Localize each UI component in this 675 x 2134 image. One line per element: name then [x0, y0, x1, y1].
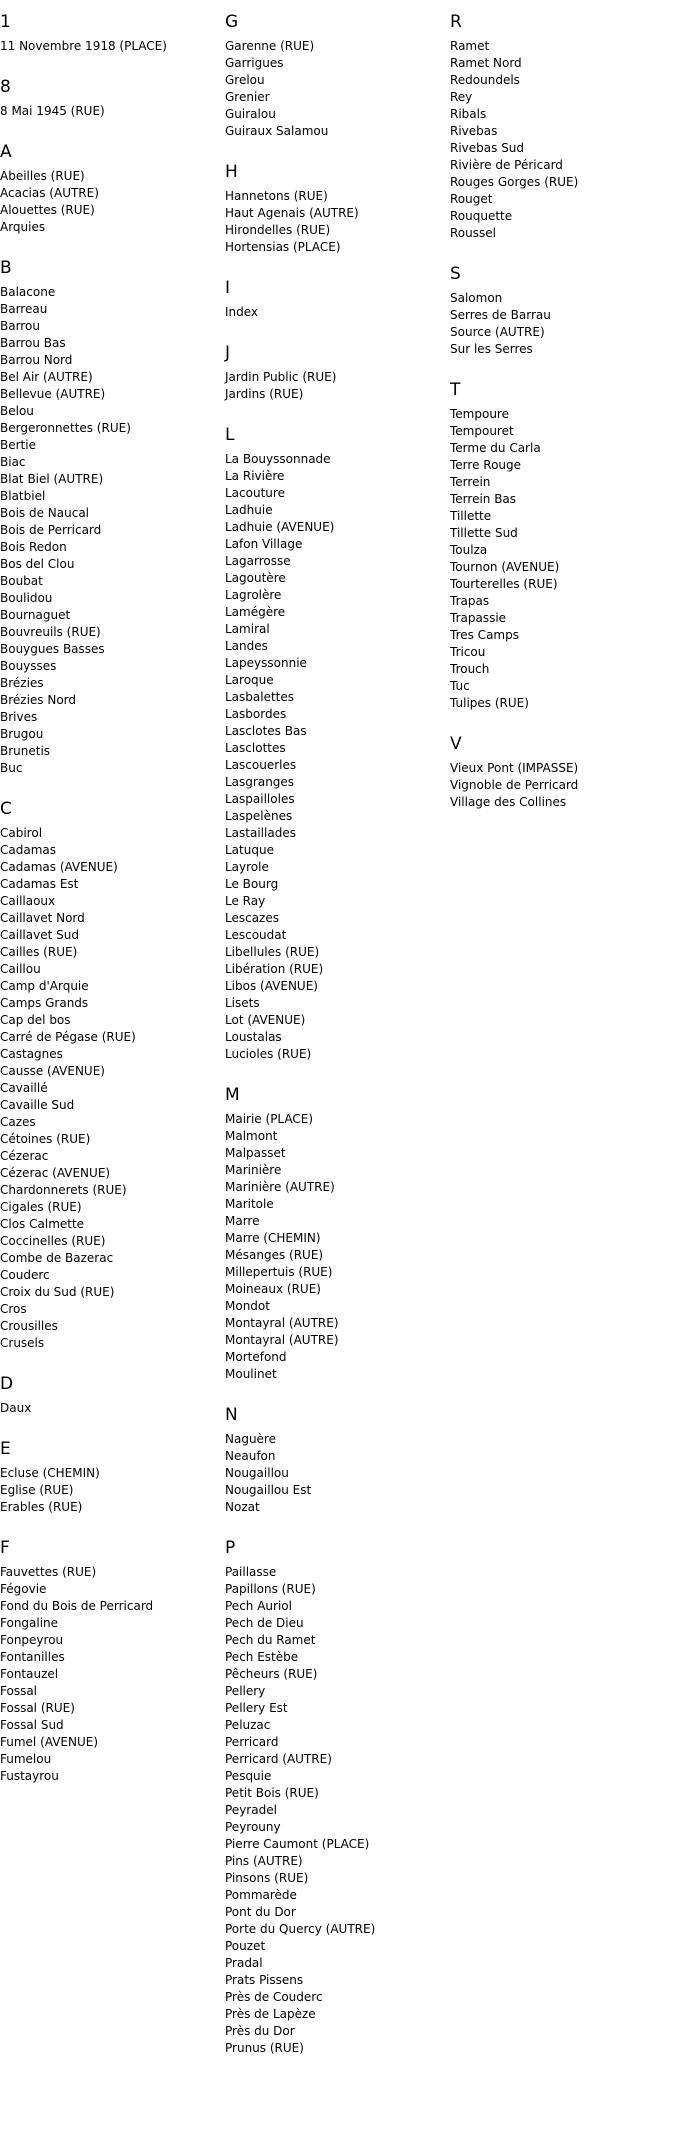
street-link[interactable]: Le Ray [225, 894, 266, 908]
letter-heading: V [450, 734, 462, 754]
street-link[interactable]: Croix du Sud (RUE) [0, 1285, 115, 1299]
street-link[interactable]: Hannetons (RUE) [225, 189, 328, 203]
street-link[interactable]: Blatbiel [0, 489, 46, 503]
street-link[interactable]: Camps Grands [0, 996, 89, 1010]
street-link[interactable]: Prats Pissens [225, 1973, 304, 1987]
letter-heading: B [0, 258, 12, 278]
street-link[interactable]: Chardonnerets (RUE) [0, 1183, 127, 1197]
letter-heading: R [450, 12, 462, 32]
street-link[interactable]: Ladhuie [225, 503, 273, 517]
street-link[interactable]: Nozat [225, 1500, 260, 1514]
street-link[interactable]: Marre [225, 1214, 260, 1228]
street-link[interactable]: Bouysses [0, 659, 57, 673]
street-link[interactable]: Fond du Bois de Perricard [0, 1599, 154, 1613]
street-link[interactable]: Marinière [225, 1163, 282, 1177]
street-link[interactable]: Bergeronnettes (RUE) [0, 421, 131, 435]
street-link[interactable]: Pêcheurs (RUE) [225, 1667, 318, 1681]
street-link[interactable]: Pradal [225, 1956, 263, 1970]
street-link[interactable]: Serres de Barrau [450, 308, 551, 322]
street-link[interactable]: Bos del Clou [0, 557, 75, 571]
letter-section [0, 1437, 220, 1516]
index-column-3 [450, 10, 670, 831]
street-link[interactable]: Près du Dor [225, 2024, 295, 2038]
street-link[interactable]: Lescazes [225, 911, 279, 925]
street-link[interactable]: Lagoutère [225, 571, 286, 585]
letter-heading: E [0, 1439, 11, 1459]
street-link[interactable]: Pins (AUTRE) [225, 1854, 303, 1868]
street-link[interactable]: Nougaillou [225, 1466, 289, 1480]
street-link[interactable]: Lasbalettes [225, 690, 295, 704]
street-list [0, 284, 220, 777]
letter-heading: H [225, 162, 238, 182]
street-link[interactable]: Bournaguet [0, 608, 71, 622]
street-link[interactable]: Crusels [0, 1336, 45, 1350]
street-list [225, 1564, 445, 2057]
street-link[interactable]: Tempoure [450, 407, 509, 421]
street-link[interactable]: Tuc [450, 679, 470, 693]
street-link[interactable]: Trouch [450, 662, 490, 676]
street-link[interactable]: Guiralou [225, 107, 276, 121]
street-link[interactable]: Village des Collines [450, 795, 567, 809]
street-link[interactable]: Biac [0, 455, 26, 469]
street-link[interactable]: Libellules (RUE) [225, 945, 320, 959]
letter-heading: P [225, 1538, 236, 1558]
street-link[interactable]: Rey [450, 90, 473, 104]
street-link[interactable]: Lascouerles [225, 758, 297, 772]
street-link[interactable]: Bouvreuils (RUE) [0, 625, 101, 639]
street-link[interactable]: Pierre Caumont (PLACE) [225, 1837, 370, 1851]
street-link[interactable]: Pommarède [225, 1888, 297, 1902]
letter-heading: G [225, 12, 239, 32]
street-link[interactable]: Bois de Naucal [0, 506, 90, 520]
street-link[interactable]: Terrein [450, 475, 491, 489]
street-link[interactable]: Abeilles (RUE) [0, 169, 85, 183]
street-link[interactable]: Caillou [0, 962, 41, 976]
street-link[interactable]: Lasclottes [225, 741, 286, 755]
street-link[interactable]: Guiraux Salamou [225, 124, 329, 138]
street-link[interactable]: Lescoudat [225, 928, 287, 942]
street-link[interactable]: Tres Camps [450, 628, 519, 642]
street-link[interactable]: Garrigues [225, 56, 284, 70]
street-link[interactable]: Couderc [0, 1268, 50, 1282]
street-link[interactable]: Garenne (RUE) [225, 39, 315, 53]
street-link[interactable]: Jardins (RUE) [225, 387, 304, 401]
street-link[interactable]: Fustayrou [0, 1769, 59, 1783]
street-link[interactable]: Fongaline [0, 1616, 59, 1630]
street-list [225, 1431, 445, 1516]
street-link[interactable]: Arquies [0, 220, 46, 234]
letter-section [0, 797, 220, 1352]
street-link[interactable]: Boubat [0, 574, 43, 588]
street-link[interactable]: Terrein Bas [450, 492, 517, 506]
street-link[interactable]: Lagarrosse [225, 554, 291, 568]
street-link[interactable]: Pellery [225, 1684, 266, 1698]
street-link[interactable]: Malpasset [225, 1146, 286, 1160]
letter-section [450, 732, 670, 811]
street-link[interactable]: Brunetis [0, 744, 51, 758]
street-link[interactable]: Bertie [0, 438, 36, 452]
street-link[interactable]: Tillette Sud [450, 526, 518, 540]
letter-section [225, 1536, 445, 2057]
street-link[interactable]: Marre (CHEMIN) [225, 1231, 321, 1245]
street-link[interactable]: Lacouture [225, 486, 285, 500]
street-link[interactable]: Lasclotes Bas [225, 724, 307, 738]
letter-heading: L [225, 425, 235, 445]
street-link[interactable]: Pouzet [225, 1939, 266, 1953]
street-list [225, 38, 445, 140]
street-link[interactable]: Acacias (AUTRE) [0, 186, 99, 200]
street-link[interactable]: Brézies [0, 676, 44, 690]
street-link[interactable]: 8 Mai 1945 (RUE) [0, 104, 105, 118]
street-link[interactable]: Peluzac [225, 1718, 271, 1732]
street-list [450, 406, 670, 712]
street-link[interactable]: Millepertuis (RUE) [225, 1265, 333, 1279]
letter-section [450, 10, 670, 242]
street-link[interactable]: Bois de Perricard [0, 523, 102, 537]
street-link[interactable]: Barrou Nord [0, 353, 73, 367]
street-link[interactable]: Près de Couderc [225, 1990, 323, 2004]
street-link[interactable]: Crousilles [0, 1319, 58, 1333]
street-list [0, 103, 220, 120]
letter-heading: 8 [0, 77, 11, 97]
street-link[interactable]: Près de Lapèze [225, 2007, 316, 2021]
street-list [225, 304, 445, 321]
street-link[interactable]: Vignoble de Perricard [450, 778, 579, 792]
street-link[interactable]: Daux [0, 1401, 32, 1415]
street-link[interactable]: Lucioles (RUE) [225, 1047, 312, 1061]
street-link[interactable]: Brugou [0, 727, 44, 741]
street-link[interactable]: Coccinelles (RUE) [0, 1234, 106, 1248]
street-link[interactable]: Cavaille Sud [0, 1098, 75, 1112]
street-link[interactable]: Eglise (RUE) [0, 1483, 74, 1497]
street-link[interactable]: Tournon (AVENUE) [450, 560, 560, 574]
street-link[interactable]: Prunus (RUE) [225, 2041, 304, 2055]
street-link[interactable]: Cazes [0, 1115, 36, 1129]
letter-section [450, 378, 670, 712]
street-link[interactable]: Tourterelles (RUE) [450, 577, 558, 591]
street-link[interactable]: Mésanges (RUE) [225, 1248, 324, 1262]
street-link[interactable]: Cadamas [0, 843, 56, 857]
street-link[interactable]: Barreau [0, 302, 48, 316]
street-link[interactable]: Papillons (RUE) [225, 1582, 316, 1596]
street-link[interactable]: Paillasse [225, 1565, 277, 1579]
street-list [0, 38, 220, 55]
street-link[interactable]: Cézerac (AVENUE) [0, 1166, 111, 1180]
index-column-2 [225, 10, 445, 2077]
street-link[interactable]: Toulza [450, 543, 488, 557]
street-link[interactable]: Barrou [0, 319, 40, 333]
street-link[interactable]: Peyrouny [225, 1820, 281, 1834]
street-link[interactable]: Lamégère [225, 605, 286, 619]
letter-section [0, 10, 220, 55]
street-link[interactable]: Balacone [0, 285, 56, 299]
street-link[interactable]: Redoundels [450, 73, 520, 87]
street-link[interactable]: Pech de Dieu [225, 1616, 304, 1630]
street-link[interactable]: Latuque [225, 843, 274, 857]
street-link[interactable]: Lastaillades [225, 826, 296, 840]
street-link[interactable]: Tricou [450, 645, 486, 659]
street-link[interactable]: Pech Auriol [225, 1599, 292, 1613]
street-list [0, 1465, 220, 1516]
street-link[interactable]: Cavaillé [0, 1081, 48, 1095]
street-link[interactable]: Landes [225, 639, 268, 653]
letter-heading: S [450, 264, 461, 284]
street-link[interactable]: Lasgranges [225, 775, 295, 789]
street-link[interactable]: Moulinet [225, 1367, 277, 1381]
street-link[interactable]: Mortefond [225, 1350, 287, 1364]
street-link[interactable]: Laspelènes [225, 809, 293, 823]
letter-heading: J [225, 343, 231, 363]
street-link[interactable]: Neaufon [225, 1449, 276, 1463]
street-link[interactable]: Terre Rouge [450, 458, 522, 472]
street-link[interactable]: Bouygues Basses [0, 642, 105, 656]
street-link[interactable]: Sur les Serres [450, 342, 533, 356]
street-list [0, 1564, 220, 1785]
street-link[interactable]: Blat Biel (AUTRE) [0, 472, 104, 486]
street-link[interactable]: Mondot [225, 1299, 270, 1313]
street-link[interactable]: Hortensias (PLACE) [225, 240, 341, 254]
street-link[interactable]: Cétoines (RUE) [0, 1132, 91, 1146]
letter-section [225, 276, 445, 321]
letter-section [225, 423, 445, 1063]
street-link[interactable]: Rivebas Sud [450, 141, 525, 155]
street-link[interactable]: Montayral (AUTRE) [225, 1333, 339, 1347]
street-link[interactable]: La Bouyssonnade [225, 452, 331, 466]
street-link[interactable]: Lot (AVENUE) [225, 1013, 306, 1027]
letter-heading: N [225, 1405, 238, 1425]
street-link[interactable]: Belou [0, 404, 34, 418]
street-link[interactable]: Peyradel [225, 1803, 277, 1817]
street-link[interactable]: Index [225, 305, 259, 319]
street-link[interactable]: Laspailloles [225, 792, 295, 806]
street-link[interactable]: Libération (RUE) [225, 962, 324, 976]
street-link[interactable]: Ramet [450, 39, 490, 53]
street-list [225, 1111, 445, 1383]
street-link[interactable]: La Rivière [225, 469, 285, 483]
street-link[interactable]: Cigales (RUE) [0, 1200, 82, 1214]
street-link[interactable]: Hirondelles (RUE) [225, 223, 331, 237]
letter-heading: 1 [0, 12, 11, 32]
street-link[interactable]: Cadamas (AVENUE) [0, 860, 118, 874]
street-link[interactable]: Brézies Nord [0, 693, 77, 707]
street-link[interactable]: Fossal (RUE) [0, 1701, 75, 1715]
street-link[interactable]: Pech du Ramet [225, 1633, 316, 1647]
street-link[interactable]: Loustalas [225, 1030, 282, 1044]
street-link[interactable]: Cézerac [0, 1149, 49, 1163]
street-link[interactable]: Boulidou [0, 591, 53, 605]
street-list [450, 290, 670, 358]
street-link[interactable]: Montayral (AUTRE) [225, 1316, 339, 1330]
street-link[interactable]: Nougaillou Est [225, 1483, 312, 1497]
letter-heading: M [225, 1085, 240, 1105]
street-link[interactable]: Fossal Sud [0, 1718, 64, 1732]
street-link[interactable]: Fontauzel [0, 1667, 59, 1681]
street-link[interactable]: Fontanilles [0, 1650, 65, 1664]
street-link[interactable]: Clos Calmette [0, 1217, 85, 1231]
street-link[interactable]: Erables (RUE) [0, 1500, 83, 1514]
letter-heading: D [0, 1374, 14, 1394]
street-link[interactable]: Rivière de Péricard [450, 158, 563, 172]
street-link[interactable]: Cap del bos [0, 1013, 71, 1027]
street-link[interactable]: Ecluse (CHEMIN) [0, 1466, 100, 1480]
street-link[interactable]: Alouettes (RUE) [0, 203, 95, 217]
index-column-1 [0, 10, 220, 1805]
street-link[interactable]: Lafon Village [225, 537, 303, 551]
street-link[interactable]: Fégovie [0, 1582, 47, 1596]
street-list [450, 760, 670, 811]
street-link[interactable]: Brives [0, 710, 38, 724]
street-link[interactable]: Jardin Public (RUE) [225, 370, 337, 384]
street-list [0, 1400, 220, 1417]
street-link[interactable]: Tillette [450, 509, 492, 523]
street-link[interactable]: Caillavet Nord [0, 911, 85, 925]
street-link[interactable]: Ramet Nord [450, 56, 522, 70]
street-link[interactable]: Grenier [225, 90, 270, 104]
street-link[interactable]: Petit Bois (RUE) [225, 1786, 319, 1800]
street-link[interactable]: Pech Estèbe [225, 1650, 299, 1664]
street-link[interactable]: Terme du Carla [450, 441, 541, 455]
street-link[interactable]: Perricard (AUTRE) [225, 1752, 332, 1766]
street-list [450, 38, 670, 242]
letter-section [0, 75, 220, 120]
street-link[interactable]: Layrole [225, 860, 269, 874]
street-link[interactable]: Rouquette [450, 209, 513, 223]
letter-section [225, 341, 445, 403]
letter-section [0, 140, 220, 236]
street-link[interactable]: Ladhuie (AVENUE) [225, 520, 335, 534]
letter-heading: A [0, 142, 12, 162]
street-link[interactable]: Pesquie [225, 1769, 272, 1783]
street-link[interactable]: Marinière (AUTRE) [225, 1180, 335, 1194]
street-list [0, 168, 220, 236]
street-link[interactable]: Fossal [0, 1684, 38, 1698]
street-link[interactable]: Vieux Pont (IMPASSE) [450, 761, 579, 775]
street-link[interactable]: Fumel (AVENUE) [0, 1735, 99, 1749]
street-list [225, 369, 445, 403]
street-link[interactable]: Bellevue (AUTRE) [0, 387, 106, 401]
street-link[interactable]: Laroque [225, 673, 274, 687]
street-link[interactable]: Malmont [225, 1129, 278, 1143]
letter-section [225, 160, 445, 256]
letter-heading: F [0, 1538, 10, 1558]
street-link[interactable]: Ribals [450, 107, 487, 121]
street-link[interactable]: Le Bourg [225, 877, 279, 891]
street-link[interactable]: Fumelou [0, 1752, 52, 1766]
street-link[interactable]: Lisets [225, 996, 260, 1010]
street-link[interactable]: Caillavet Sud [0, 928, 79, 942]
street-link[interactable]: Bel Air (AUTRE) [0, 370, 93, 384]
street-link[interactable]: Tulipes (RUE) [450, 696, 529, 710]
street-link[interactable]: Trapas [450, 594, 490, 608]
street-link[interactable]: Rouges Gorges (RUE) [450, 175, 579, 189]
street-link[interactable]: Lasbordes [225, 707, 287, 721]
street-link[interactable]: Fonpeyrou [0, 1633, 64, 1647]
street-list [225, 451, 445, 1063]
letter-heading: I [225, 278, 231, 298]
street-link[interactable]: Lamiral [225, 622, 270, 636]
street-link[interactable]: Barrou Bas [0, 336, 66, 350]
street-link[interactable]: Maritole [225, 1197, 274, 1211]
street-link[interactable]: Mairie (PLACE) [225, 1112, 314, 1126]
street-link[interactable]: 11 Novembre 1918 (PLACE) [0, 39, 167, 53]
street-link[interactable]: Cailles (RUE) [0, 945, 78, 959]
street-link[interactable]: Caillaoux [0, 894, 56, 908]
letter-heading: T [450, 380, 461, 400]
street-link[interactable]: Cros [0, 1302, 27, 1316]
street-link[interactable]: Cabirol [0, 826, 43, 840]
street-link[interactable]: Roussel [450, 226, 496, 240]
letter-section [225, 1083, 445, 1383]
street-link[interactable]: Camp d'Arquie [0, 979, 89, 993]
letter-section [0, 1536, 220, 1785]
street-link[interactable]: Pinsons (RUE) [225, 1871, 309, 1885]
street-link[interactable]: Pellery Est [225, 1701, 288, 1715]
street-link[interactable]: Combe de Bazerac [0, 1251, 114, 1265]
street-link[interactable]: Perricard [225, 1735, 279, 1749]
street-link[interactable]: Carré de Pégase (RUE) [0, 1030, 136, 1044]
street-link[interactable]: Moineaux (RUE) [225, 1282, 321, 1296]
letter-heading: C [0, 799, 12, 819]
street-link[interactable]: Rivebas [450, 124, 498, 138]
street-link[interactable]: Trapassie [450, 611, 507, 625]
street-link[interactable]: Bois Redon [0, 540, 67, 554]
letter-section [225, 1403, 445, 1516]
letter-section [450, 262, 670, 358]
street-link[interactable]: Grelou [225, 73, 265, 87]
street-link[interactable]: Source (AUTRE) [450, 325, 545, 339]
street-link[interactable]: Naguère [225, 1432, 276, 1446]
street-link[interactable]: Fauvettes (RUE) [0, 1565, 97, 1579]
street-link[interactable]: Cadamas Est [0, 877, 79, 891]
street-link[interactable]: Salomon [450, 291, 503, 305]
letter-section [225, 10, 445, 140]
street-link[interactable]: Porte du Quercy (AUTRE) [225, 1922, 376, 1936]
letter-section [0, 1372, 220, 1417]
street-link[interactable]: Libos (AVENUE) [225, 979, 318, 993]
street-link[interactable]: Lapeyssonnie [225, 656, 307, 670]
street-link[interactable]: Castagnes [0, 1047, 63, 1061]
street-list [0, 825, 220, 1352]
street-link[interactable]: Buc [0, 761, 23, 775]
street-link[interactable]: Causse (AVENUE) [0, 1064, 105, 1078]
street-list [225, 188, 445, 256]
street-link[interactable]: Tempouret [450, 424, 514, 438]
street-link[interactable]: Rouget [450, 192, 493, 206]
letter-section [0, 256, 220, 777]
street-link[interactable]: Lagrolère [225, 588, 282, 602]
street-link[interactable]: Pont du Dor [225, 1905, 296, 1919]
street-link[interactable]: Haut Agenais (AUTRE) [225, 206, 359, 220]
